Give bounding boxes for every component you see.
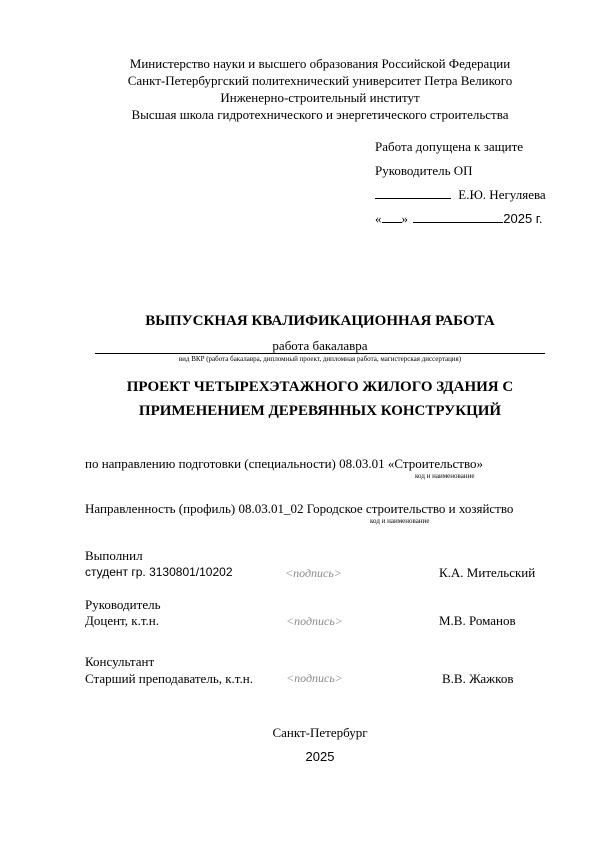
- approval-admitted: Работа допущена к защите: [375, 139, 524, 154]
- university-line: Санкт-Петербургский политехнический университет Петра Великого: [127, 73, 513, 88]
- day-blank: [382, 210, 402, 223]
- direction-hint: код и наименование: [415, 472, 475, 480]
- signature-role-student: Выполнил: [85, 548, 143, 563]
- signature-blank: [375, 186, 451, 199]
- signature-position-supervisor: Доцент, к.т.н.: [85, 613, 159, 628]
- signature-placeholder-consultant: <подпись>: [286, 671, 343, 685]
- approval-head-title: Руководитель ОП: [375, 163, 473, 178]
- work-kind-hint: вид ВКР (работа бакалавра, дипломный проект, дипломная работа, магистерская диссертация): [178, 355, 462, 363]
- footer-year: 2025: [305, 749, 335, 764]
- signature-position-consultant: Старший преподаватель, к.т.н.: [85, 671, 253, 686]
- signature-name-student: К.А. Мительский: [439, 565, 536, 580]
- approval-head-name: Е.Ю. Негуляева: [458, 187, 546, 202]
- approval-head-signature: [375, 186, 546, 203]
- profile-text: Направленность (профиль) 08.03.01_02 Городское строительство и хозяйство: [85, 501, 514, 516]
- topic-line-1: ПРОЕКТ ЧЕТЫРЕХЭТАЖНОГО ЖИЛОГО ЗДАНИЯ С: [126, 379, 514, 395]
- topic-line-2: ПРИМЕНЕНИЕМ ДЕРЕВЯННЫХ КОНСТРУКЦИЙ: [138, 403, 502, 419]
- signature-placeholder-supervisor: <подпись>: [286, 614, 343, 628]
- direction-text: по направлению подготовки (специальности) 08.03.01 «Строительство»: [85, 456, 484, 471]
- institute-line: Инженерно-строительный институт: [220, 90, 420, 105]
- profile-hint: код и наименование: [370, 517, 430, 525]
- signature-role-consultant: Консультант: [85, 654, 155, 669]
- date-year: 2025 г.: [503, 211, 543, 226]
- month-blank: [413, 210, 503, 223]
- work-kind-underline: [95, 353, 545, 354]
- ministry-line: Министерство науки и высшего образования Российской Федерации: [129, 56, 511, 71]
- date-quote-close: »: [401, 211, 408, 226]
- footer-city: Санкт-Петербург: [272, 725, 368, 740]
- signature-role-supervisor: Руководитель: [85, 597, 161, 612]
- signature-position-student: студент гр. 3130801/10202: [85, 565, 233, 579]
- work-kind-value: работа бакалавра: [272, 338, 368, 353]
- school-line: Высшая школа гидротехнического и энергетического строительства: [131, 107, 509, 122]
- date-quote-open: «: [375, 211, 382, 226]
- signature-name-supervisor: М.В. Романов: [439, 613, 516, 628]
- work-kind-title: ВЫПУСКНАЯ КВАЛИФИКАЦИОННАЯ РАБОТА: [145, 313, 495, 329]
- signature-name-consultant: В.В. Жажков: [442, 671, 514, 686]
- approval-date: [375, 210, 543, 227]
- signature-placeholder-student: <подпись>: [285, 566, 342, 580]
